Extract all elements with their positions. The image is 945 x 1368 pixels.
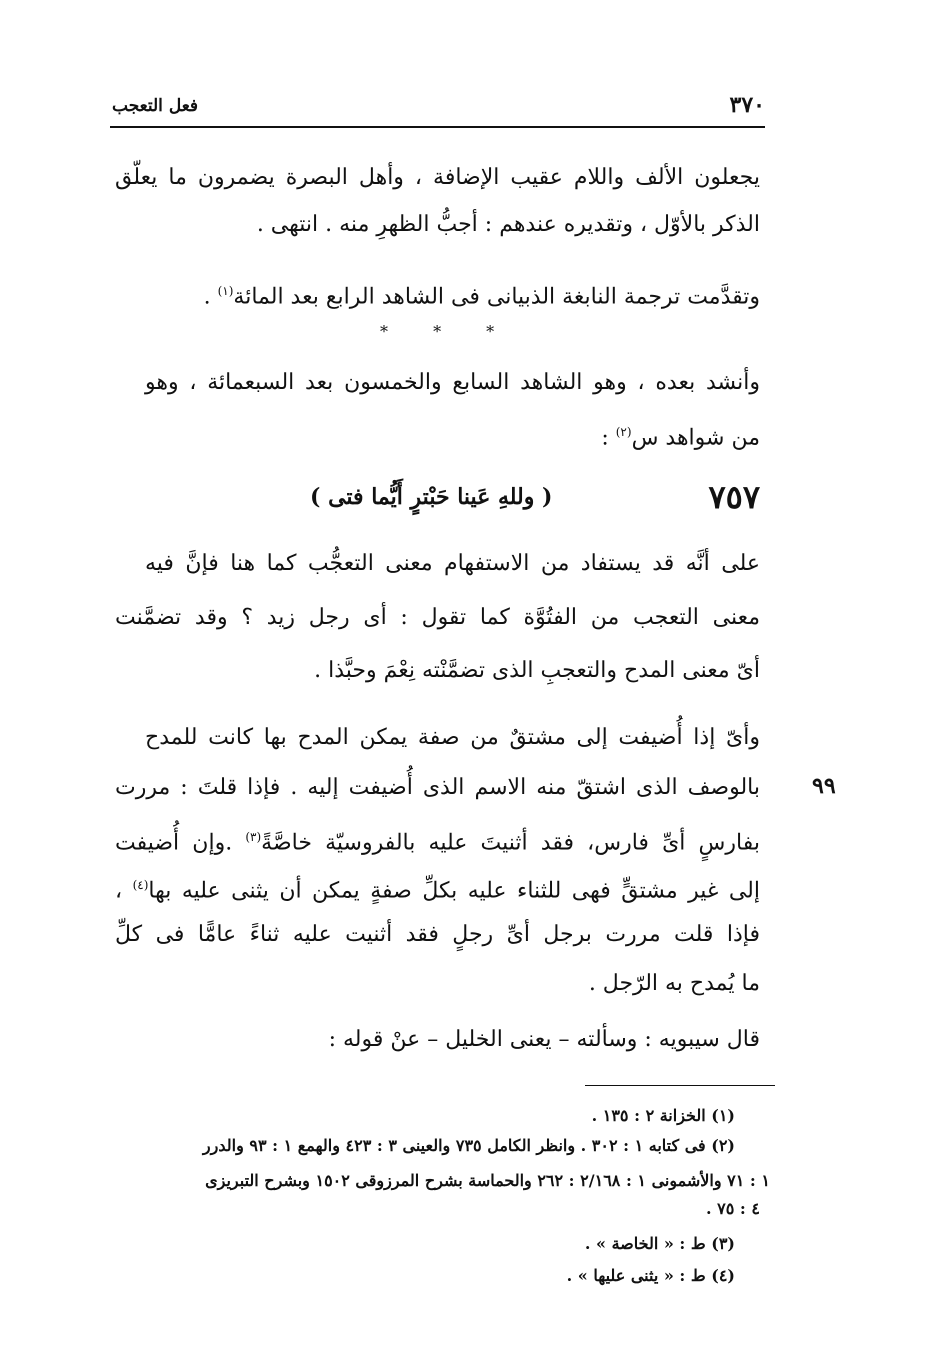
text-line: معنى التعجب من الفتُوَّة كما تقول : أى رجل زيد ؟ وقد تضمَّنت	[115, 605, 760, 630]
text-line	[115, 821, 760, 859]
footnote: (٢) فى كتابه ١ : ٣٠٢ . وانظر الكامل ٧٣٥ والعينى ٣ : ٤٢٣ والهمع ١ : ٩٣ والدرر	[202, 1136, 735, 1155]
text-line: الذكر بالأوّل ، وتقديره عندهم : أجبُّ الظهرِ منه . انتهى .	[256, 212, 760, 237]
footnote: ١ : ٧١ والأشمونى ١ : ٢/١٦٨ : ٢٦٢ والحماسة بشرح المرزوقى ١٥٠٢ وبشرح التبريزى	[205, 1171, 770, 1190]
verse-number: ٧٥٧	[708, 478, 760, 516]
footnote: (٣) ط : « الخاصة » .	[584, 1234, 735, 1253]
text-line: بالوصف الذى اشتقّ منه الاسم الذى أُضيفت إليه . فإذا قلتَ : مررت	[115, 775, 760, 800]
text-line: أىّ معنى المدح والتعجبِ الذى تضمَّنْته نِعْمَ وحبَّذا .	[314, 658, 760, 683]
text-line: وأىّ إذا أُضيفت إلى مشتقٌ من صفة يمكن المدح بها كانت للمدح	[145, 725, 760, 750]
footnote: ٤ : ٧٥ .	[706, 1199, 760, 1218]
text-span: بفارسٍ أىِّ فارس، فقد أثنيتَ عليه بالفروسيّة خاصَّةً	[261, 830, 760, 856]
footnote-ref: (٣)	[245, 830, 262, 844]
footnote-ref: (٢)	[615, 425, 632, 439]
running-title: فعل التعجب	[112, 96, 199, 116]
text-line	[115, 869, 760, 907]
footnote: (١) الخزانة ٢ : ١٣٥ .	[591, 1106, 735, 1125]
text-span: وتقدَّمت ترجمة النابغة الذبيانى فى الشاهد الرابع بعد المائة	[233, 284, 760, 310]
text-line: ما يُمدح به الرّجل .	[588, 971, 760, 996]
text-span: من شواهد س	[631, 425, 760, 451]
page-header	[110, 92, 765, 128]
footnote-ref: (١)	[217, 284, 234, 298]
text-span: :	[601, 425, 616, 451]
text-span: إلى غير مشتقٍّ فهى للثناء عليه بكلِّ صفةٍ يمكن أن يثنى عليه بها	[148, 878, 760, 904]
footnote-ref: (٤)	[132, 878, 149, 892]
text-line: على أنَّه قد يستفاد من الاستفهام معنى التعجُّب كما هنا فإنَّ فيه	[145, 551, 760, 576]
footnote: (٤) ط : « يثنى عليها » .	[566, 1266, 735, 1285]
text-line: وأنشد بعده ، وهو الشاهد السابع والخمسون بعد السبعمائة ، وهو	[145, 370, 760, 395]
verse-text: ( وللهِ عَينا حَبْترٍ أَيُّما فتى )	[310, 484, 553, 510]
text-line	[115, 416, 760, 454]
text-span: ،	[115, 878, 133, 904]
text-line: يجعلون الألف واللام عقيب الإضافة ، وأهل البصرة يضمرون ما يعلّق	[115, 165, 760, 190]
text-span: .	[203, 284, 218, 310]
section-separator: * * *	[380, 322, 515, 341]
page-number: ٣٧٠	[729, 92, 765, 118]
text-span: .وإن أُضيفت	[115, 830, 246, 856]
text-line: فإذا قلت مررت برجل أىِّ رجلٍ فقد أثنيت عليه ثناءً عامًّا فى كلِّ	[115, 922, 760, 947]
footnote-separator	[585, 1085, 775, 1086]
margin-page-number: ٩٩	[812, 773, 836, 799]
text-line: قال سيبويه : وسألته – يعنى الخليل – عنْ قوله :	[328, 1027, 760, 1052]
text-line	[145, 275, 760, 313]
